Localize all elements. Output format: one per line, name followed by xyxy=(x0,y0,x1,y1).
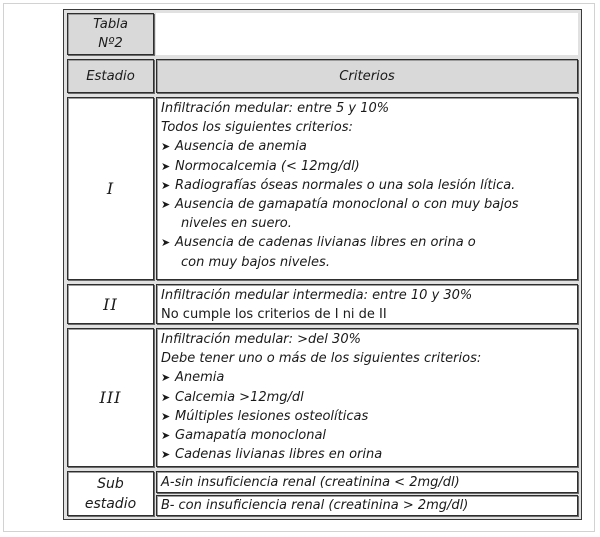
stage-header-label: Estadio xyxy=(86,68,135,84)
criteria-continuation: con muy bajos niveles. xyxy=(181,254,330,270)
stage-i-label: I xyxy=(106,179,115,198)
criteria-bullet: ➤ Calcemia >12mg/dl xyxy=(161,388,577,407)
criteria-bullet: ➤ Cadenas livianas libres en orina xyxy=(161,445,577,464)
criteria-bullet: ➤ Radiografías óseas normales o una sola lesión lítica. xyxy=(161,176,577,195)
criteria-line: Debe tener uno o más de los siguientes criterios: xyxy=(161,351,482,367)
arrowhead-bullet-icon: ➤ xyxy=(161,390,171,404)
criteria-bullet: ➤ Ausencia de cadenas livianas libres en orina o xyxy=(161,233,577,252)
criteria-line: No cumple los criterios de I ni de II xyxy=(161,307,387,323)
stage-i-criteria xyxy=(156,97,578,280)
title-blank-area xyxy=(156,13,578,55)
table-title-cell xyxy=(67,13,154,55)
criteria-bullet: ➤ Normocalcemia (< 12mg/dl) xyxy=(161,157,577,176)
criteria-bullet: ➤ Anemia xyxy=(161,368,577,387)
arrowhead-bullet-icon: ➤ xyxy=(161,159,171,173)
stage-iii-cell xyxy=(67,328,154,467)
criteria-line: Infiltración medular: >del 30% xyxy=(161,332,361,347)
substage-label-line1: Sub xyxy=(97,475,124,492)
criteria-bullet: ➤ Múltiples lesiones osteolíticas xyxy=(161,407,577,426)
criteria-line: Infiltración medular intermedia: entre 10 y 30% xyxy=(161,288,473,303)
stage-i-cell xyxy=(67,97,154,280)
substage-b-text: B- con insuficiencia renal (creatinina > 2mg/dl) xyxy=(161,498,469,513)
criteria-bullet: ➤ Ausencia de gamapatía monoclonal o con muy bajos xyxy=(161,195,577,214)
substage-a-text: A-sin insuficiencia renal (creatinina < 2mg/dl) xyxy=(161,475,460,490)
substage-b-cell xyxy=(156,495,578,516)
arrowhead-bullet-icon: ➤ xyxy=(161,178,171,192)
criteria-bullet: ➤ Ausencia de anemia xyxy=(161,137,577,156)
arrowhead-bullet-icon: ➤ xyxy=(161,371,171,385)
criteria-continuation: niveles en suero. xyxy=(181,216,292,232)
arrowhead-bullet-icon: ➤ xyxy=(161,429,171,443)
criteria-line: Todos los siguientes criterios: xyxy=(161,120,353,136)
substage-label-line2: estadio xyxy=(84,495,137,512)
criteria-header xyxy=(156,59,578,93)
arrowhead-bullet-icon: ➤ xyxy=(161,409,171,423)
stage-header xyxy=(67,59,154,93)
arrowhead-bullet-icon: ➤ xyxy=(161,236,171,250)
stage-ii-label: II xyxy=(103,294,118,314)
table-title-line1: Tabla xyxy=(93,17,128,32)
stage-ii-cell xyxy=(67,284,154,324)
staging-table xyxy=(63,9,582,520)
substage-a-cell xyxy=(156,471,578,493)
substage-cell xyxy=(67,471,154,516)
criteria-bullet: ➤ Gamapatía monoclonal xyxy=(161,426,577,445)
criteria-header-label: Criterios xyxy=(339,68,395,84)
arrowhead-bullet-icon: ➤ xyxy=(161,198,171,212)
arrowhead-bullet-icon: ➤ xyxy=(161,140,171,154)
stage-iii-criteria xyxy=(156,328,578,467)
stage-iii-label: III xyxy=(99,388,122,407)
criteria-line: Infiltración medular: entre 5 y 10% xyxy=(161,101,390,116)
stage-ii-criteria xyxy=(156,284,578,324)
arrowhead-bullet-icon: ➤ xyxy=(161,448,171,462)
table-title-line2: Nº2 xyxy=(98,36,123,51)
